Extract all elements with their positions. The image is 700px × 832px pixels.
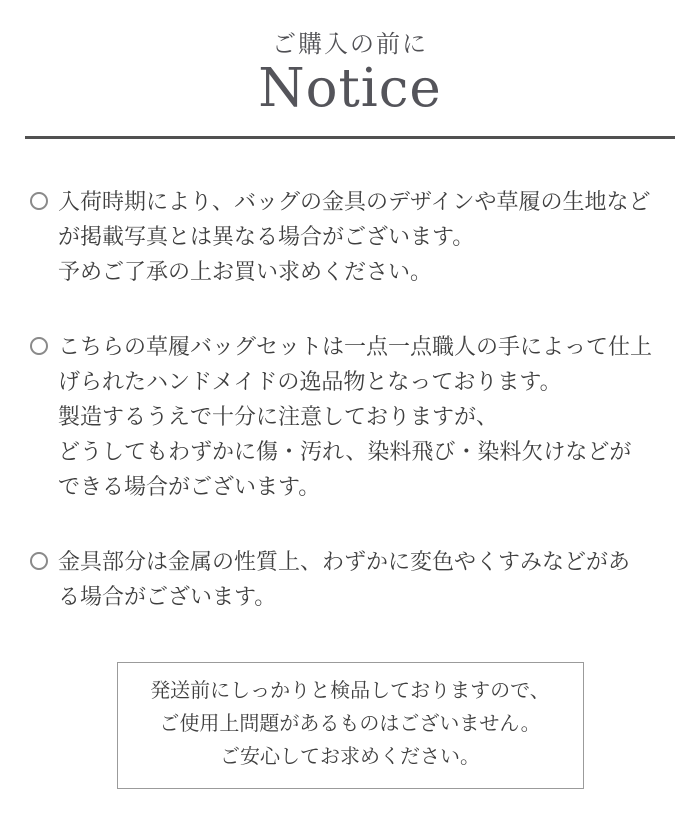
page-title: Notice [258,57,442,119]
notice-line: こちらの草履バッグセットは一点一点職人の手によって仕上 [58,334,653,360]
notice-line: る場合がございます。 [58,584,277,610]
notice-line: が掲載写真とは異なる場合がございます。 [58,224,475,250]
circle-bullet-icon [30,192,48,210]
assurance-line: ご安心してお求めください。 [220,746,480,769]
circle-bullet-icon [30,552,48,570]
circle-bullet-icon [30,337,48,355]
notice-line: 予めご了承の上お買い求めください。 [58,259,433,285]
notice-item [30,329,672,504]
notice-line: 製造するうえで十分に注意しておりますが、 [58,404,499,430]
assurance-line: 発送前にしっかりと検品しておりますので、 [150,680,550,703]
assurance-line: ご使用上問題があるものはございません。 [159,713,541,736]
notice-line: 入荷時期により、バッグの金具のデザインや草履の生地など [58,189,651,215]
notice-item [30,544,672,614]
notice-line: どうしてもわずかに傷・汚れ、染料飛び・染料欠けなどが [58,439,632,465]
header [0,0,700,118]
notice-list [30,184,672,614]
notice-line: できる場合がございます。 [58,474,321,500]
divider [25,136,675,139]
assurance-box [117,662,584,789]
notice-line: 金具部分は金属の性質上、わずかに変色やくすみなどがあ [58,549,631,575]
notice-line: げられたハンドメイドの逸品物となっております。 [58,369,562,395]
header-subtitle: ご購入の前に [272,30,428,58]
notice-item [30,184,672,289]
